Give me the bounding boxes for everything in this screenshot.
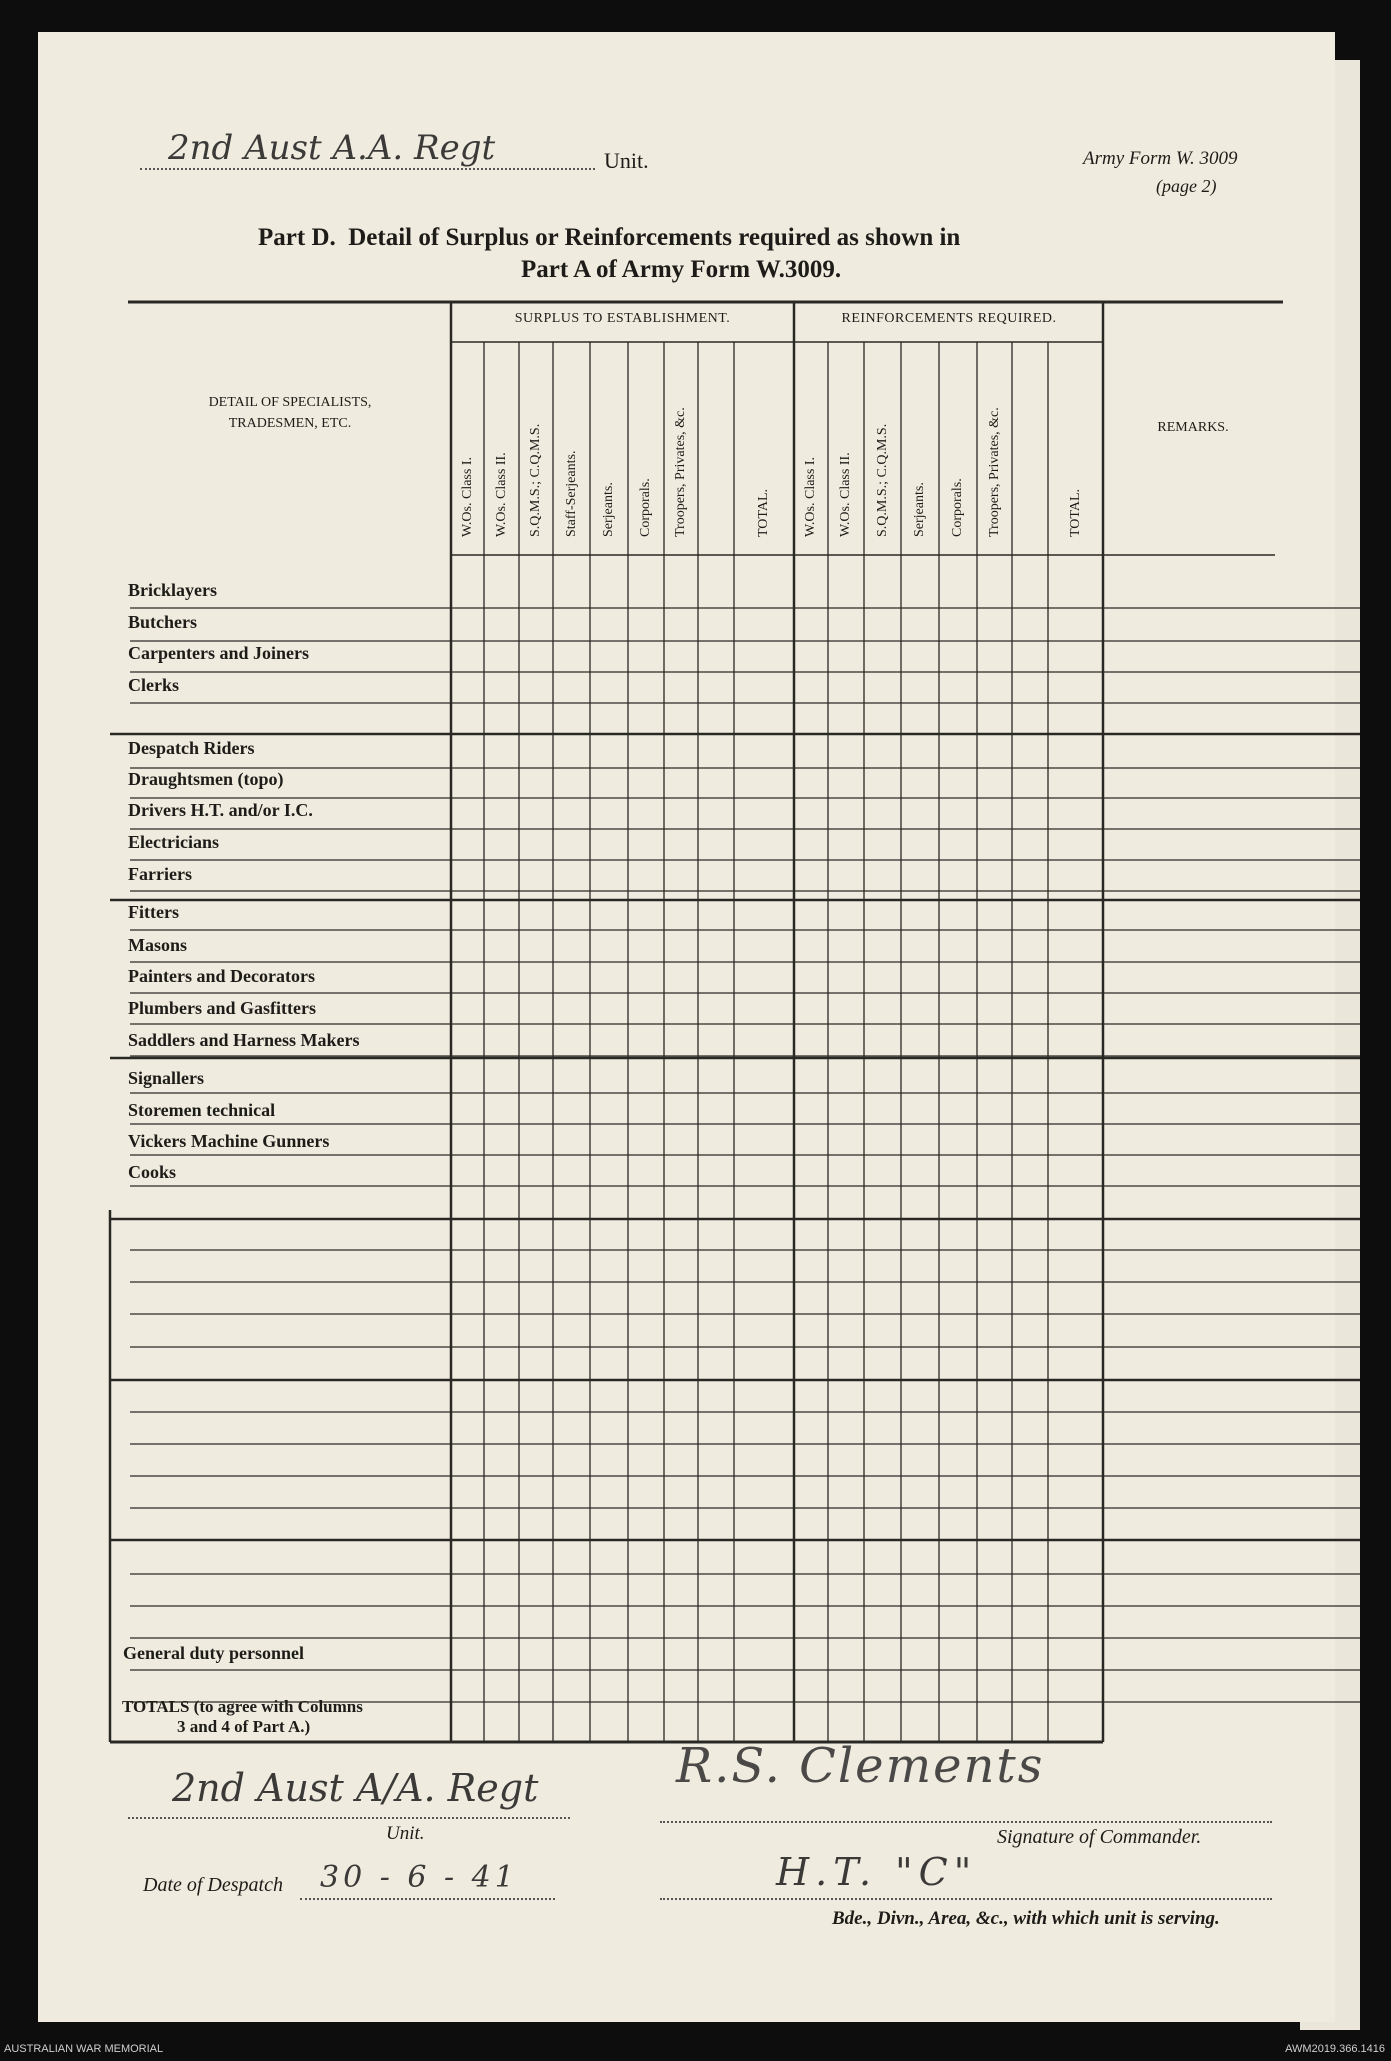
row-label: Painters and Decorators bbox=[128, 966, 315, 986]
row-label: Bricklayers bbox=[128, 580, 217, 600]
date-label: Date of Despatch bbox=[143, 1874, 283, 1896]
surplus-col-header: W.Os. Class I. bbox=[459, 457, 475, 537]
commander-signature: R.S. Clements bbox=[676, 1738, 1045, 1794]
row-label: Draughtsmen (topo) bbox=[128, 769, 284, 789]
row-label: Signallers bbox=[128, 1068, 205, 1088]
totals-line1: TOTALS (to agree with Columns bbox=[122, 1697, 363, 1716]
archive-footer bbox=[0, 2039, 1391, 2061]
archive-right: AWM2019.366.1416 bbox=[1285, 2043, 1385, 2055]
surplus-col-header: TOTAL. bbox=[756, 488, 771, 537]
surplus-header: SURPLUS TO ESTABLISHMENT. bbox=[514, 311, 731, 326]
surplus-col-header: S.Q.M.S.; C.Q.M.S. bbox=[528, 423, 543, 537]
archive-left: AUSTRALIAN WAR MEMORIAL bbox=[4, 2043, 164, 2055]
reinforcement-col-header: W.Os. Class I. bbox=[803, 457, 818, 537]
footer-unit-label: Unit. bbox=[386, 1823, 425, 1844]
footer-unit-handwritten: 2nd Aust A/A. Regt bbox=[172, 1766, 539, 1810]
date-dotted-line bbox=[300, 1898, 555, 1900]
reinforcement-col-header: W.Os. Class II. bbox=[838, 452, 853, 537]
detail-header-line1: DETAIL OF SPECIALISTS, bbox=[208, 395, 372, 410]
bde-line bbox=[660, 1898, 1272, 1900]
surplus-col-header: Staff-Serjeants. bbox=[563, 450, 579, 537]
row-label: Masons bbox=[128, 935, 188, 955]
surplus-col-header: Serjeants. bbox=[601, 482, 616, 537]
unit-handwritten: 2nd Aust A.A. Regt bbox=[168, 128, 496, 168]
form-title-line2: Part A of Army Form W.3009. bbox=[521, 256, 842, 283]
form-title-line1: Part D. Detail of Surplus or Reinforcements required as shown in bbox=[258, 224, 961, 251]
row-label: Farriers bbox=[128, 864, 192, 884]
row-label: Drivers H.T. and/or I.C. bbox=[128, 800, 313, 820]
row-label: Saddlers and Harness Makers bbox=[128, 1030, 360, 1050]
row-label: Carpenters and Joiners bbox=[128, 643, 309, 663]
surplus-col-header: W.Os. Class II. bbox=[493, 452, 509, 537]
signature-label: Signature of Commander. bbox=[997, 1826, 1202, 1848]
footer-unit-line bbox=[128, 1817, 570, 1819]
row-label: Vickers Machine Gunners bbox=[128, 1131, 330, 1151]
row-label: Clerks bbox=[128, 675, 179, 695]
general-duty-label: General duty personnel bbox=[123, 1643, 305, 1663]
remarks-header: REMARKS. bbox=[1157, 420, 1229, 435]
signature-line bbox=[660, 1821, 1272, 1823]
row-label: Storemen technical bbox=[128, 1100, 276, 1120]
form-id: Army Form W. 3009 bbox=[1083, 148, 1238, 169]
row-label: Electricians bbox=[128, 832, 219, 852]
detail-header bbox=[155, 392, 425, 434]
row-label: Fitters bbox=[128, 902, 179, 922]
totals-label bbox=[122, 1697, 432, 1737]
form-page: (page 2) bbox=[1156, 176, 1217, 196]
totals-line2: 3 and 4 of Part A.) bbox=[177, 1717, 311, 1736]
reinforcement-col-header: Corporals. bbox=[950, 478, 965, 537]
bde-label: Bde., Divn., Area, &c., with which unit is serving. bbox=[832, 1908, 1220, 1929]
unit-label: Unit. bbox=[604, 148, 649, 173]
surplus-col-header: Corporals. bbox=[638, 478, 653, 537]
detail-header-line2: TRADESMEN, ETC. bbox=[228, 416, 352, 431]
surplus-col-header: Troopers, Privates, &c. bbox=[673, 407, 688, 537]
bde-handwritten: H.T. "C" bbox=[776, 1850, 978, 1894]
reinforcement-col-header: TOTAL. bbox=[1067, 488, 1083, 537]
reinforcements-header: REINFORCEMENTS REQUIRED. bbox=[841, 311, 1057, 326]
reinforcement-col-header: S.Q.M.S.; C.Q.M.S. bbox=[874, 423, 890, 537]
reinforcement-col-header: Serjeants. bbox=[912, 482, 927, 537]
reinforcement-col-header: Troopers, Privates, &c. bbox=[986, 407, 1002, 537]
row-label: Butchers bbox=[128, 612, 197, 632]
row-label: Plumbers and Gasfitters bbox=[128, 998, 316, 1018]
date-handwritten: 30 - 6 - 41 bbox=[320, 1860, 518, 1895]
row-label: Despatch Riders bbox=[128, 738, 255, 758]
row-label: Cooks bbox=[128, 1162, 177, 1182]
